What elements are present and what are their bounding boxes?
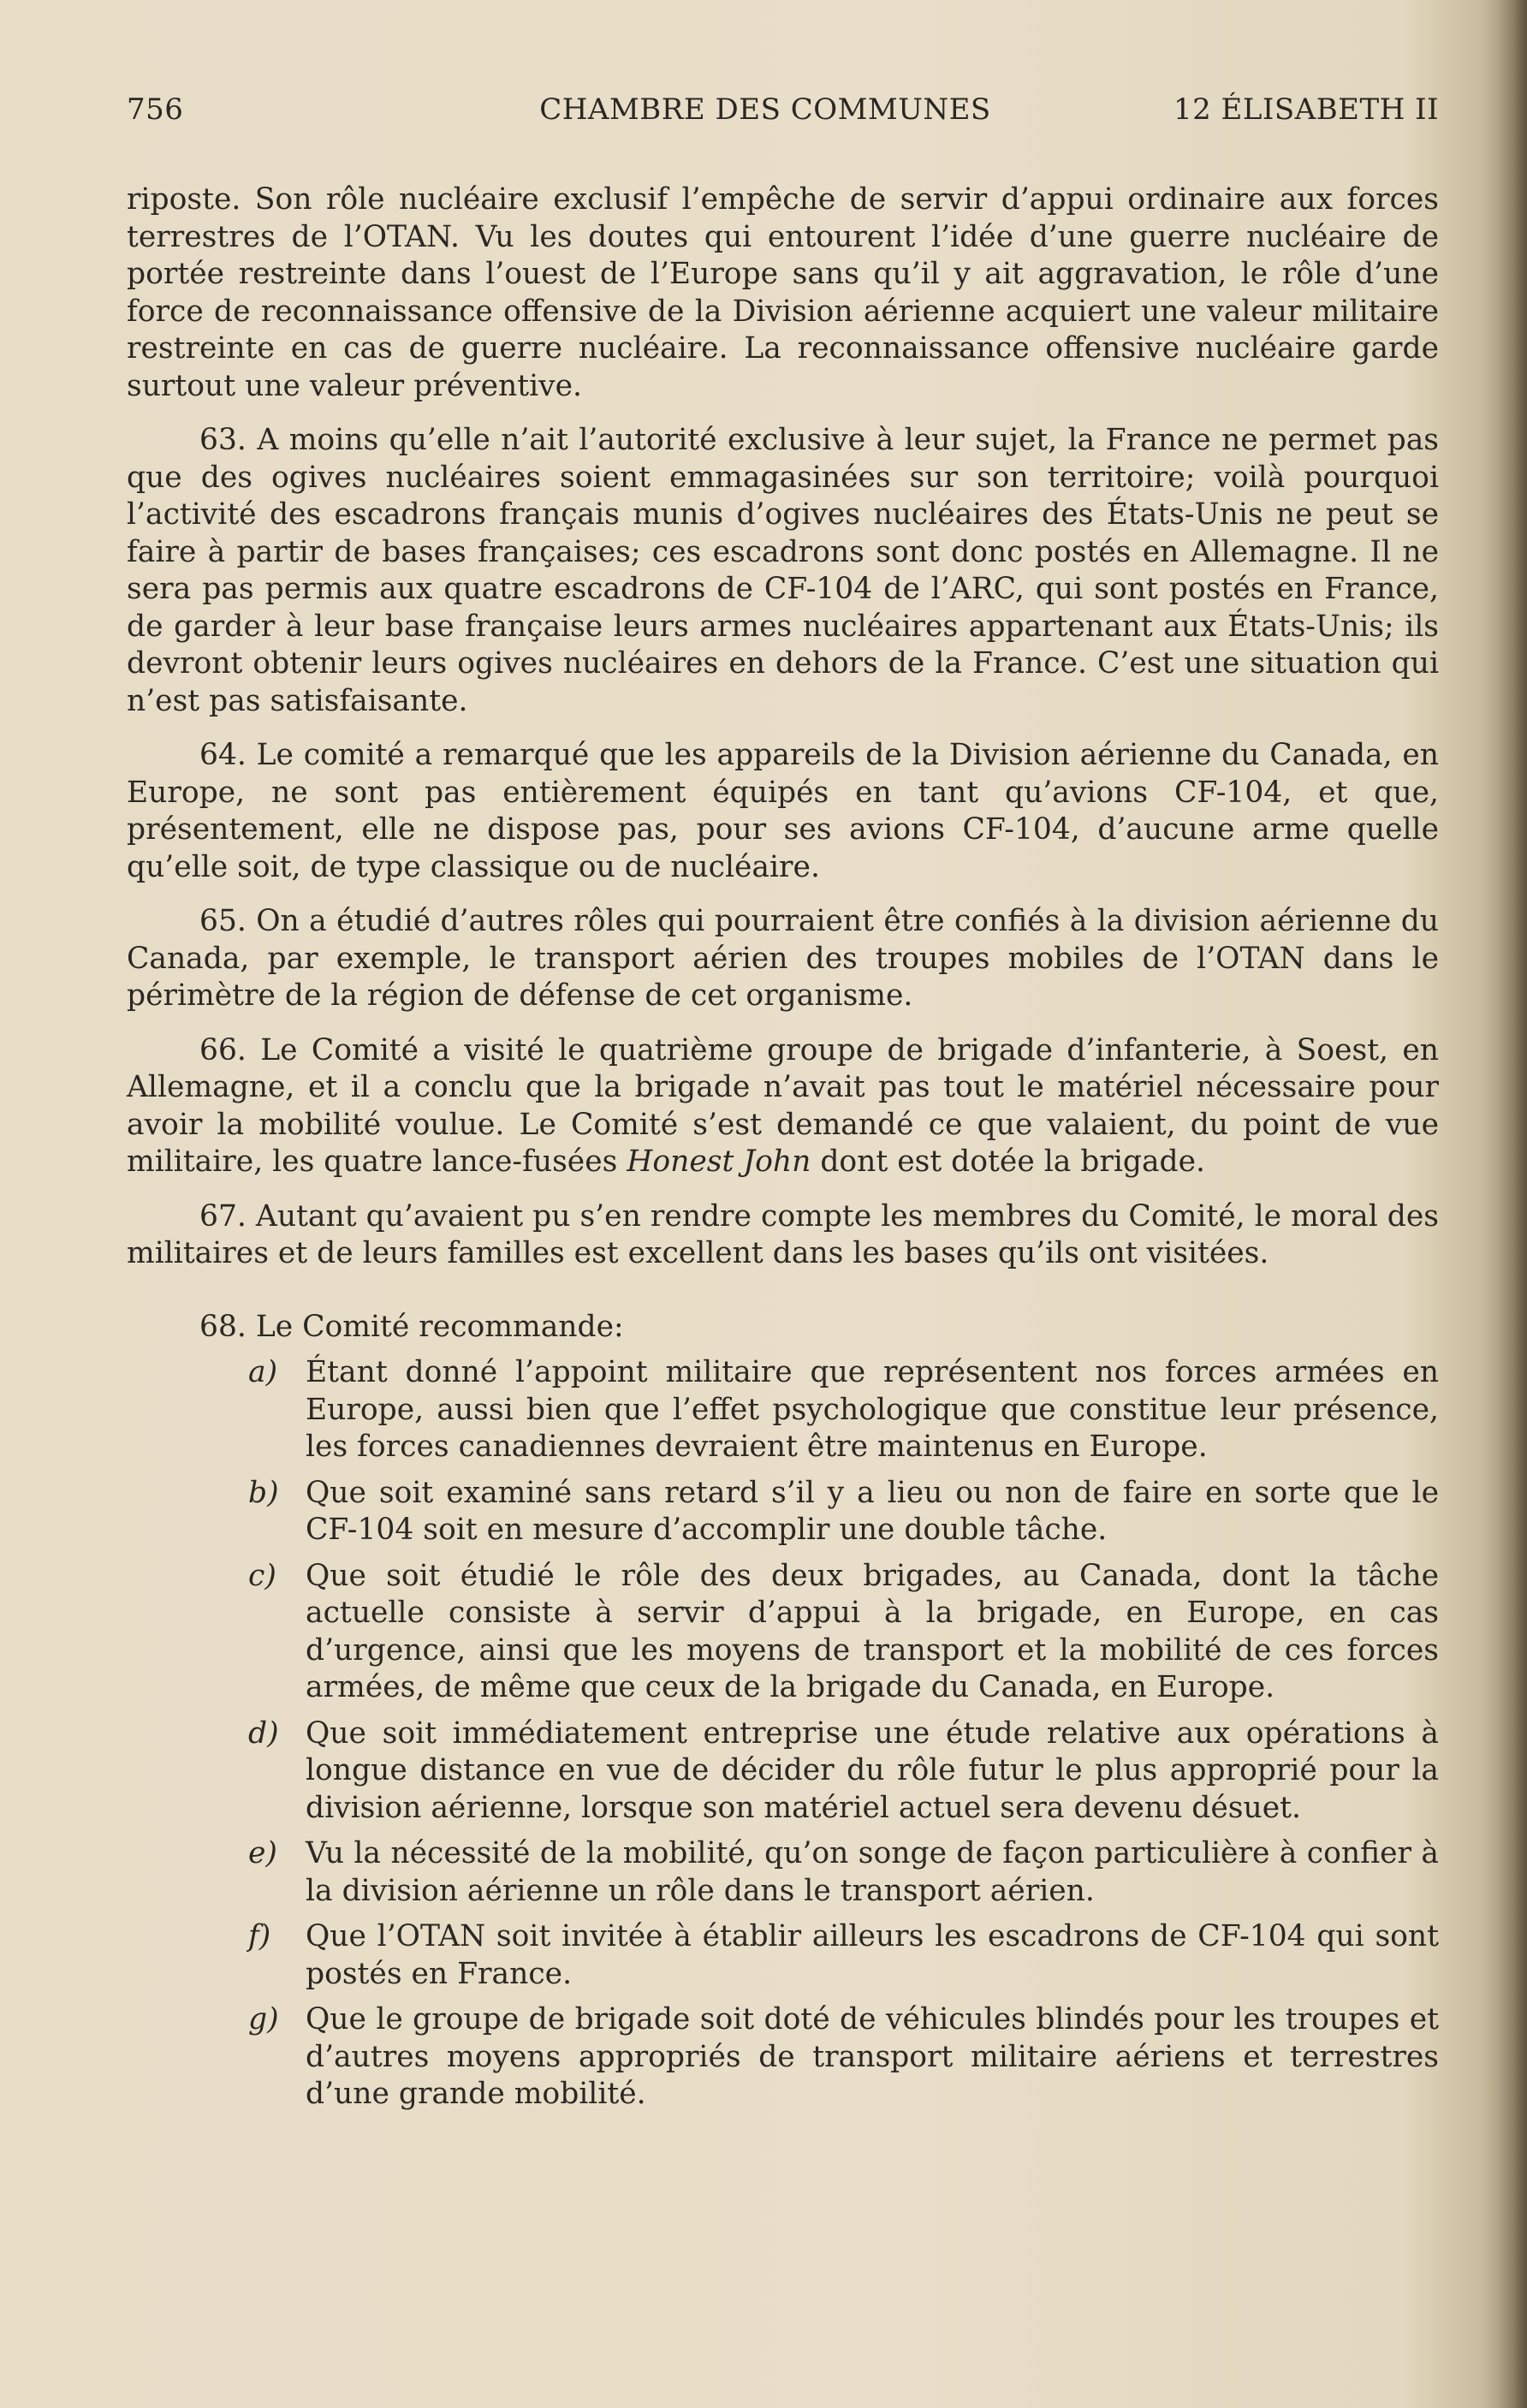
- running-title: CHAMBRE DES COMMUNES: [539, 92, 991, 127]
- recommendation-text: Que le groupe de brigade soit doté de véhicules blindés pour les troupes et d’autres moyens appropriés de transport militaire aériens et terrestres d’une grande mobilité.: [306, 2002, 1439, 2111]
- recommendation-text: Étant donné l’appoint militaire que représentent nos forces armées en Europe, aussi bien que l’effet psychologique que constitue leur présence, les forces canadiennes devraient être maintenus en Europe.: [306, 1355, 1439, 1464]
- recommendation-list: [127, 1354, 1439, 2114]
- recommendation-letter: f): [248, 1919, 271, 1953]
- paragraph-65: 65. On a étudié d’autres rôles qui pourraient être confiés à la division aérienne du Canada, par exemple, le transport aérien des troupes mobiles de l’OTAN dans le périmètre de la région de défense de cet organisme.: [127, 904, 1439, 1013]
- recommendation-letter: g): [248, 2002, 279, 2036]
- paragraph-64: 64. Le comité a remarqué que les appareils de la Division aérienne du Canada, en Europe, ne sont pas entièrement équipés en tant qu’avions CF-104, et que, présentement, elle ne dispose pas, pour ses avions CF-104, d’aucune arme quelle qu’elle soit, de type classique ou de nucléaire.: [127, 738, 1439, 884]
- recommendation-text: Vu la nécessité de la mobilité, qu’on songe de façon particulière à confier à la division aérienne un rôle dans le transport aérien.: [306, 1836, 1439, 1908]
- paragraph-66: [127, 1032, 1439, 1181]
- page-edge-shadow: [1498, 0, 1527, 2408]
- recommendation-letter: e): [248, 1836, 277, 1870]
- page-number: 756: [127, 92, 184, 127]
- paragraph-66-italic-title: Honest John: [627, 1145, 811, 1179]
- body-text: [127, 181, 1439, 2122]
- recommendation-letter: d): [248, 1715, 279, 1751]
- recommendation-item: [127, 1354, 1439, 1466]
- paragraph-continuation: riposte. Son rôle nucléaire exclusif l’empêche de servir d’appui ordinaire aux forces terrestres de l’OTAN. Vu les doutes qui entourent l’idée d’une guerre nucléaire de portée restreinte dans l’ouest de l’Europe sans qu’il y ait aggravation, le rôle d’une force de reconnaissance offensive de la Division aérienne acquiert une valeur militaire restreinte en cas de guerre nucléaire. La reconnaissance offensive nucléaire garde surtout une valeur préventive.: [127, 182, 1439, 403]
- recommendation-item: [127, 1835, 1439, 1910]
- page-header: [127, 92, 1439, 130]
- recommendation-item: [127, 1918, 1439, 1993]
- recommendation-item: [127, 1558, 1439, 1707]
- paragraph-67: 67. Autant qu’avaient pu s’en rendre compte les membres du Comité, le moral des militaires et de leurs familles est excellent dans les bases qu’ils ont visitées.: [127, 1198, 1439, 1270]
- recommendation-letter: b): [248, 1475, 279, 1510]
- regnal-year: 12 ÉLISABETH II: [1173, 92, 1439, 127]
- paragraph-63: 63. A moins qu’elle n’ait l’autorité exclusive à leur sujet, la France ne permet pas que des ogives nucléaires soient emmagasinées sur son territoire; voilà pourquoi l’activité des escadrons français munis d’ogives nucléaires des États-Unis ne peut se faire à partir de bases françaises; ces escadrons sont donc postés en Allemagne. Il ne sera pas permis aux quatre escadrons de CF-104 de l’ARC, qui sont postés en France, de garder à leur base française leurs armes nucléaires appartenant aux États-Unis; ils devront obtenir leurs ogives nucléaires en dehors de la France. C’est une situation qui n’est pas satisfaisante.: [127, 423, 1439, 718]
- recommendation-text: Que l’OTAN soit invitée à établir ailleurs les escadrons de CF-104 qui sont postés en France.: [306, 1919, 1439, 1991]
- paragraph-66-text-after: dont est dotée la brigade.: [811, 1145, 1206, 1179]
- recommendation-text: Que soit étudié le rôle des deux brigades, au Canada, dont la tâche actuelle consiste à servir d’appui à la brigade, en Europe, en cas d’urgence, ainsi que les moyens de transport et la mobilité de ces forces armées, de même que ceux de la brigade du Canada, en Europe.: [306, 1558, 1439, 1704]
- recommendation-item: [127, 1715, 1439, 1828]
- paragraph-68: 68. Le Comité recommande:: [199, 1309, 624, 1344]
- recommendation-text: Que soit immédiatement entreprise une étude relative aux opérations à longue distance en vue de décider du rôle futur le plus approprié pour la division aérienne, lorsque son matériel actuel sera devenu désuet.: [306, 1715, 1439, 1825]
- recommendation-item: [127, 2001, 1439, 2114]
- recommendation-item: [127, 1475, 1439, 1549]
- recommendation-letter: a): [248, 1355, 278, 1389]
- recommendation-text: Que soit examiné sans retard s’il y a lieu ou non de faire en sorte que le CF-104 soit en mesure d’accomplir une double tâche.: [306, 1475, 1439, 1547]
- paragraph-66-text-before: 66. Le Comité a visité le quatrième groupe de brigade d’infanterie, à Soest, en Allemagne, et il a conclu que la brigade n’avait pas tout le matériel nécessaire pour avoir la mobilité voulue. Le Comité s’est demandé ce que valaient, du point de vue militaire, les quatre lance-fusées: [127, 1032, 1439, 1179]
- recommendation-letter: c): [248, 1558, 276, 1593]
